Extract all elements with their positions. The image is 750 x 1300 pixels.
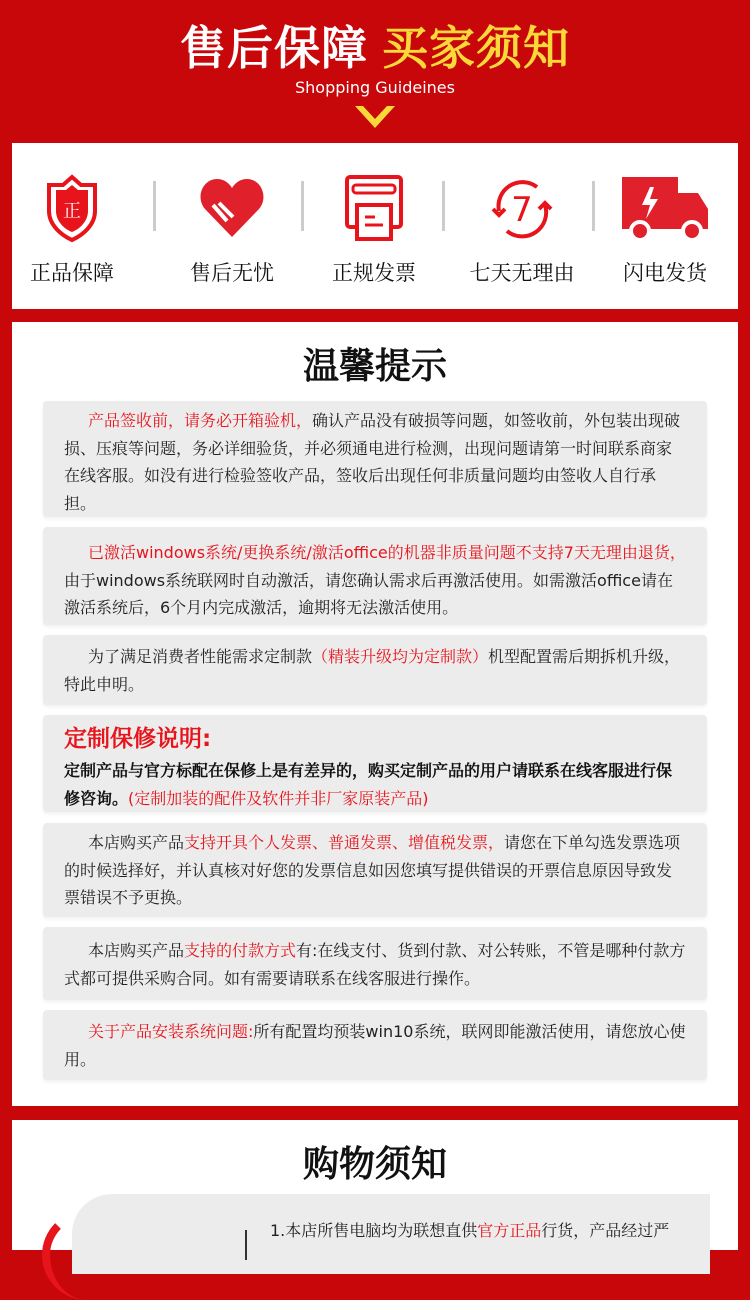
notice-highlight: 支持的付款方式	[184, 941, 297, 960]
feature-after-sales	[162, 173, 302, 287]
notice-activation	[43, 527, 707, 625]
notice-highlight: 关于产品安装系统问题:	[88, 1022, 254, 1041]
notice-text: 由于windows系统联网时自动激活，请您确认需求后再激活使用。如需激活office请在激活系统后，6个月内完成激活，逾期将无法激活使用。	[64, 570, 673, 617]
svg-text:7: 7	[511, 190, 533, 230]
title-after-sales: 售后保障	[180, 21, 368, 75]
notice-invoice	[43, 823, 707, 917]
feature-invoice	[304, 173, 444, 287]
feature-label: 七天无理由	[469, 261, 575, 285]
feature-label: 正规发票	[332, 261, 416, 285]
notice-highlight: 已激活windows系统/更换系统/激活office的机器非质量问题不支持7天无理由退货，	[88, 543, 686, 562]
guide-highlight: 官方正品	[477, 1221, 542, 1240]
notice-highlight: (定制加装的配件及软件并非厂家原装产品)	[128, 788, 429, 808]
delivery-truck-icon	[620, 173, 710, 243]
guide-item-1	[270, 1218, 669, 1241]
seven-day-return-icon	[487, 173, 557, 243]
notice-text: 有:在线支付、货到付款、对公转账，不管是哪种付款方式都可提供采购合同。如有需要请联系在线客服进行操作。	[64, 941, 686, 988]
notice-text: 确认产品没有破损等问题，如签收前，外包装出现破损、压痕等问题，务必详细验货，并必须通电进行检测，出现问题请第一时间联系商家在线客服。如没有进行检验签收产品，签收后出现任何非质量问题均由签收人自行承担。	[64, 411, 681, 513]
notice-inspection	[43, 401, 707, 517]
notice-text: 机型配置需后期拆机升级，特此申明。	[64, 647, 681, 694]
divider	[153, 181, 156, 231]
tips-panel	[12, 322, 738, 1106]
shield-icon	[37, 173, 107, 243]
divider	[245, 1230, 247, 1260]
chevron-down-icon	[353, 104, 397, 132]
decorative-arc	[42, 1210, 132, 1300]
notice-payment	[43, 927, 707, 1000]
feature-seven-day	[452, 173, 592, 287]
title-buyer-notice: 买家须知	[382, 21, 570, 75]
guide-text: 行货，产品经过严	[541, 1221, 670, 1240]
invoice-printer-icon	[339, 173, 409, 243]
notice-text: 定制产品与官方标配在保修上是有差异的，购买定制产品的用户请联系在线客服进行保修咨询。	[64, 761, 673, 808]
notice-custom	[43, 635, 707, 705]
feature-fast-delivery	[595, 173, 735, 287]
notice-text: 请您在下单勾选发票选项的时候选择好，并认真核对好您的发票信息如因您填写提供错误的开票信息原因导致发票错误不予更换。	[64, 833, 681, 907]
feature-label: 闪电发货	[623, 261, 707, 285]
notice-text: 所有配置均预装win10系统，联网即能激活使用，请您放心使用。	[64, 1022, 686, 1069]
feature-genuine	[2, 173, 142, 287]
hero-subtitle: Shopping Guideines	[295, 78, 455, 97]
hero-title	[0, 18, 750, 78]
notice-text: 本店购买产品	[88, 941, 185, 960]
notice-highlight: （精装升级均为定制款）	[312, 647, 489, 666]
notice-highlight: 产品签收前，请务必开箱验机，	[88, 411, 313, 430]
notice-highlight: 支持开具个人发票、普通发票、增值税发票，	[184, 833, 505, 852]
notice-system	[43, 1010, 707, 1080]
warranty-heading: 定制保修说明:	[64, 726, 212, 752]
notice-text: 本店购买产品	[88, 833, 185, 852]
feature-label: 售后无忧	[190, 261, 274, 285]
guide-text: 1.本店所售电脑均为联想直供	[270, 1221, 478, 1240]
notice-text: 为了满足消费者性能需求定制款	[88, 647, 313, 666]
guide-panel	[12, 1120, 738, 1250]
handshake-heart-icon	[197, 173, 267, 243]
divider	[442, 181, 445, 231]
feature-label: 正品保障	[30, 261, 114, 285]
features-panel	[12, 143, 738, 309]
notice-warranty	[43, 715, 707, 812]
tips-title: 温馨提示	[302, 346, 447, 387]
svg-text:正: 正	[63, 201, 81, 222]
guide-title: 购物须知	[302, 1144, 447, 1185]
